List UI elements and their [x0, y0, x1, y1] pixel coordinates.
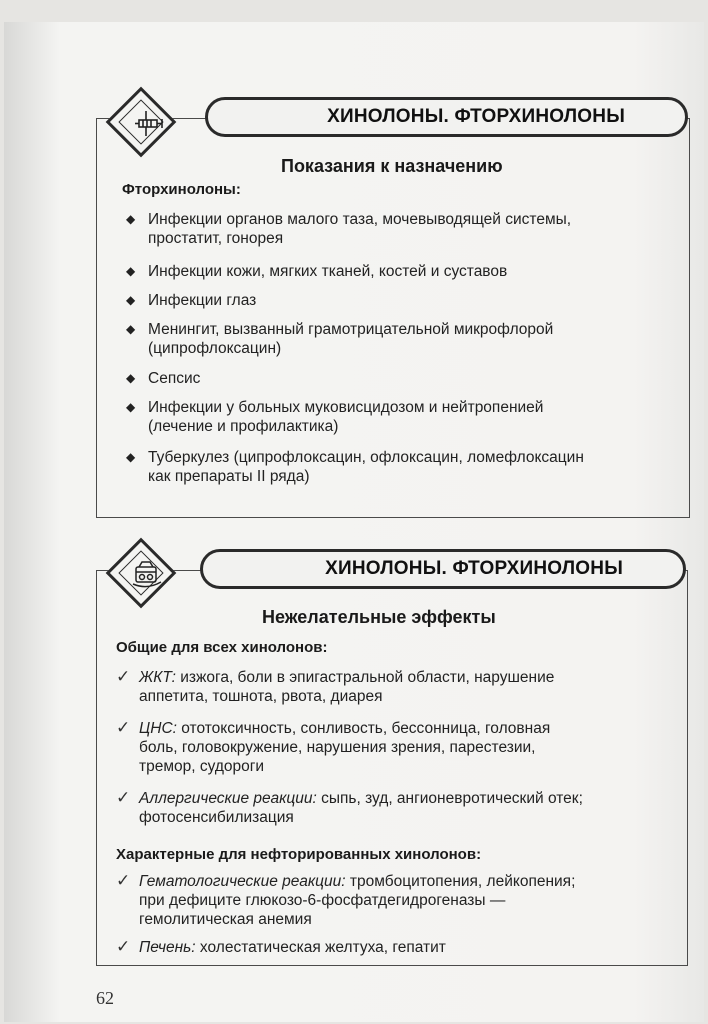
check-icon: ✓	[116, 788, 131, 807]
card2-subtitle: Нежелательные эффекты	[262, 607, 496, 627]
bullet-icon: ◆	[126, 264, 136, 278]
list-item: Аллергические реакции: сыпь, зуд, ангионевротический отек; фотосенсибилизация	[139, 790, 583, 826]
bullet-icon: ◆	[126, 371, 136, 385]
list-item: ЦНС: ототоксичность, сонливость, бессонница, головная боль, головокружение, нарушения зрения, парестезии, тремор, судороги	[139, 720, 551, 775]
list-item: Печень: холестатическая желтуха, гепатит	[139, 939, 446, 956]
syringe-icon	[131, 108, 165, 138]
card1-title: ХИНОЛОНЫ. ФТОРХИНОЛОНЫ	[327, 106, 625, 127]
bullet-icon: ◆	[126, 450, 136, 464]
list-item: ЖКТ: изжога, боли в эпигастральной области, нарушение аппетита, тошнота, рвота, диарея	[139, 669, 555, 705]
card2-title-pill	[200, 549, 686, 589]
list-item: Менингит, вызванный грамотрицательной микрофлорой (ципрофлоксацин)	[148, 321, 554, 357]
card1-section-label: Фторхинолоны:	[122, 181, 241, 198]
list-item: Инфекции кожи, мягких тканей, костей и суставов	[148, 263, 508, 280]
check-icon: ✓	[116, 937, 131, 956]
card1-subtitle: Показания к назначению	[281, 156, 503, 176]
pill-box-icon	[129, 558, 165, 590]
card2-section2-label: Характерные для нефторированных хинолонов:	[116, 846, 482, 863]
card2-section1-label: Общие для всех хинолонов:	[116, 639, 328, 656]
list-item: Гематологические реакции: тромбоцитопения, лейкопения; при дефиците глюкозо-6-фосфатдегидрогеназы — гемолитическая анемия	[139, 873, 576, 928]
check-icon: ✓	[116, 667, 131, 686]
bullet-icon: ◆	[126, 293, 136, 307]
page-number: 62	[96, 988, 114, 1008]
list-item: Инфекции органов малого таза, мочевыводящей системы, простатит, гонорея	[148, 211, 572, 247]
card1-title-pill	[205, 97, 688, 137]
card2-title: ХИНОЛОНЫ. ФТОРХИНОЛОНЫ	[325, 558, 623, 579]
check-icon: ✓	[116, 871, 131, 890]
bullet-icon: ◆	[126, 400, 136, 414]
list-item: Инфекции глаз	[148, 292, 257, 309]
list-item: Сепсис	[148, 370, 201, 387]
list-item: Инфекции у больных муковисцидозом и нейтропенией (лечение и профилактика)	[148, 399, 544, 435]
bullet-icon: ◆	[126, 212, 136, 226]
bullet-icon: ◆	[126, 322, 136, 336]
list-item: Туберкулез (ципрофлоксацин, офлоксацин, ломефлоксацин как препараты II ряда)	[148, 449, 584, 485]
check-icon: ✓	[116, 718, 131, 737]
